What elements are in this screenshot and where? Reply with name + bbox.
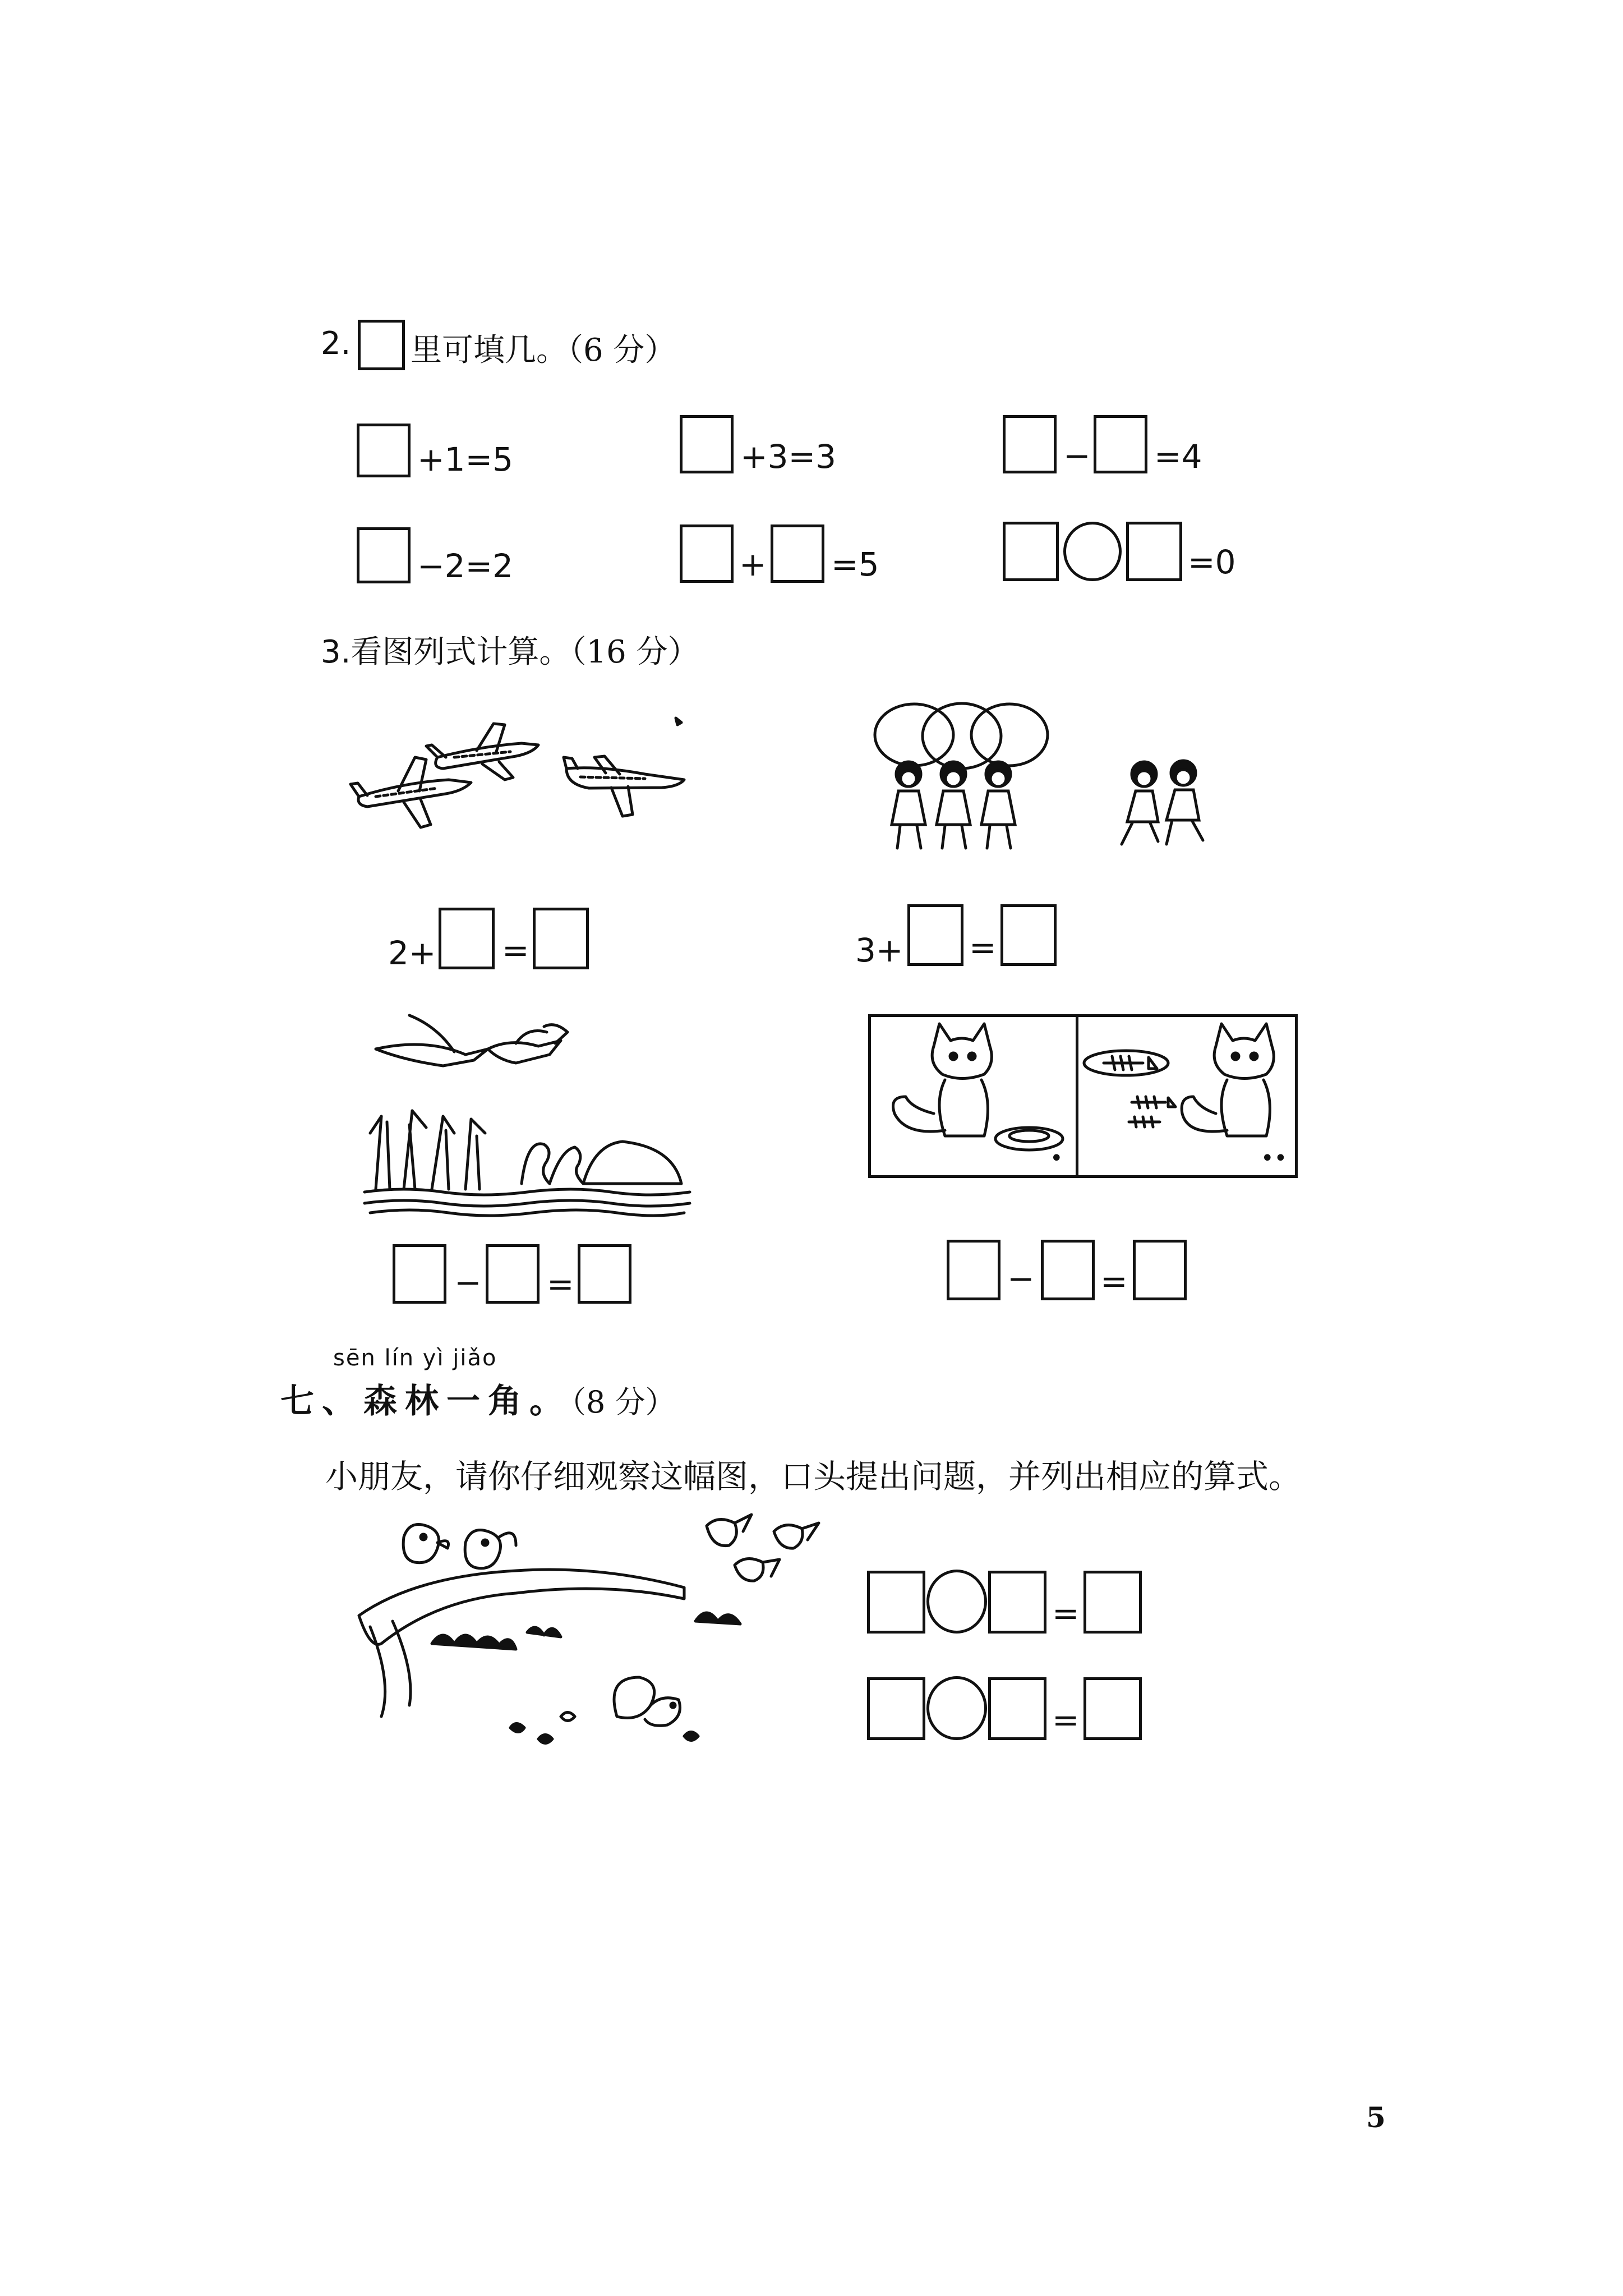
forest-corner-illustration (348, 1515, 830, 1761)
q7-eq1-operator-circle[interactable] (926, 1570, 987, 1634)
q3-title-text: 3.看图列式计算。 (321, 634, 571, 670)
q7-eq2-box-a[interactable] (867, 1677, 925, 1740)
q3-points: （16 分） (570, 634, 699, 670)
q7-eq2-box-c[interactable] (1083, 1677, 1142, 1740)
q2-points: （6 分） (568, 332, 676, 369)
q3-eq1-start: 2+ (388, 934, 436, 972)
q7-title: 七、森林一角。 (280, 1382, 571, 1421)
q7-eq2-operator-circle[interactable] (926, 1676, 987, 1740)
q2-eq3-box-a[interactable] (1003, 415, 1057, 473)
q7-instruction: 小朋友，请你仔细观察这幅图，口头提出问题，并列出相应的算式。 (325, 1457, 1302, 1496)
q3-eq3-box-b[interactable] (486, 1244, 540, 1304)
q3-eq4-box-b[interactable] (1041, 1240, 1095, 1300)
q3-eq4-eqsign: = (1100, 1262, 1128, 1300)
q3-eq4-minus: − (1007, 1259, 1035, 1297)
q2-eq6-operator-circle[interactable] (1063, 522, 1122, 581)
q7-eq2-box-b[interactable] (988, 1677, 1046, 1740)
q7-eq2-eqsign: = (1052, 1701, 1080, 1739)
q2-eq6-rest: =0 (1188, 543, 1236, 581)
q2-eq1-box[interactable] (357, 424, 411, 477)
q7-eq1-box-a[interactable] (867, 1571, 925, 1634)
q3-title (321, 627, 699, 672)
airplanes-illustration (353, 712, 701, 836)
q2-eq5-box-a[interactable] (680, 524, 734, 583)
cats-panel-divider (1076, 1015, 1078, 1177)
q3-eq2-box-b[interactable] (1000, 904, 1057, 966)
q2-eq5-box-b[interactable] (771, 524, 824, 583)
q3-eq2-eqsign: = (969, 928, 997, 967)
q2-eq6-box-b[interactable] (1126, 522, 1182, 581)
q2-eq5-rest: =5 (831, 545, 879, 583)
q2-eq4-rest: −2=2 (417, 547, 513, 585)
q2-title (411, 325, 676, 370)
cats-dot-left: • (1050, 1145, 1063, 1171)
swans-illustration (359, 1004, 695, 1217)
q7-pinyin: sēn lín yì jiǎo (333, 1345, 497, 1371)
q3-eq3-minus: − (454, 1263, 482, 1301)
q3-eq2-start: 3+ (855, 931, 903, 969)
q2-number: 2. (321, 325, 351, 362)
q2-title-answer-box (358, 320, 405, 370)
q7-eq1-eqsign: = (1052, 1594, 1080, 1632)
q3-eq1-box-b[interactable] (533, 908, 589, 969)
q2-eq3-box-b[interactable] (1094, 415, 1147, 473)
q3-eq1-box-a[interactable] (439, 908, 495, 969)
q2-title-text: 里可填几。 (411, 332, 568, 369)
q3-eq2-box-a[interactable] (907, 904, 963, 966)
q3-eq4-box-a[interactable] (947, 1240, 1000, 1300)
page-number: 5 (1366, 2101, 1386, 2134)
q2-eq6-box-a[interactable] (1003, 522, 1059, 581)
cat-left-illustration (872, 1018, 1074, 1175)
q7-heading (280, 1374, 676, 1423)
q7-eq1-box-c[interactable] (1083, 1571, 1142, 1634)
q7-points: （8 分） (571, 1384, 676, 1420)
q7-eq1-box-b[interactable] (988, 1571, 1046, 1634)
q2-eq5-plus: + (739, 545, 767, 583)
q2-eq2-box[interactable] (680, 415, 734, 473)
q2-eq3-rest: =4 (1154, 438, 1202, 476)
q2-eq3-minus: − (1063, 436, 1091, 475)
q3-eq3-box-c[interactable] (578, 1244, 631, 1304)
q3-eq3-eqsign: = (547, 1265, 574, 1303)
q3-eq4-box-c[interactable] (1133, 1240, 1187, 1300)
q2-eq1-rest: +1=5 (417, 440, 513, 478)
cats-dots-right: •• (1261, 1145, 1288, 1171)
q3-eq1-eqsign: = (502, 931, 529, 969)
q2-eq2-rest: +3=3 (740, 438, 836, 476)
q3-eq3-box-a[interactable] (393, 1244, 446, 1304)
q2-eq4-box[interactable] (357, 527, 411, 583)
jump-rope-girls-illustration (864, 701, 1234, 858)
